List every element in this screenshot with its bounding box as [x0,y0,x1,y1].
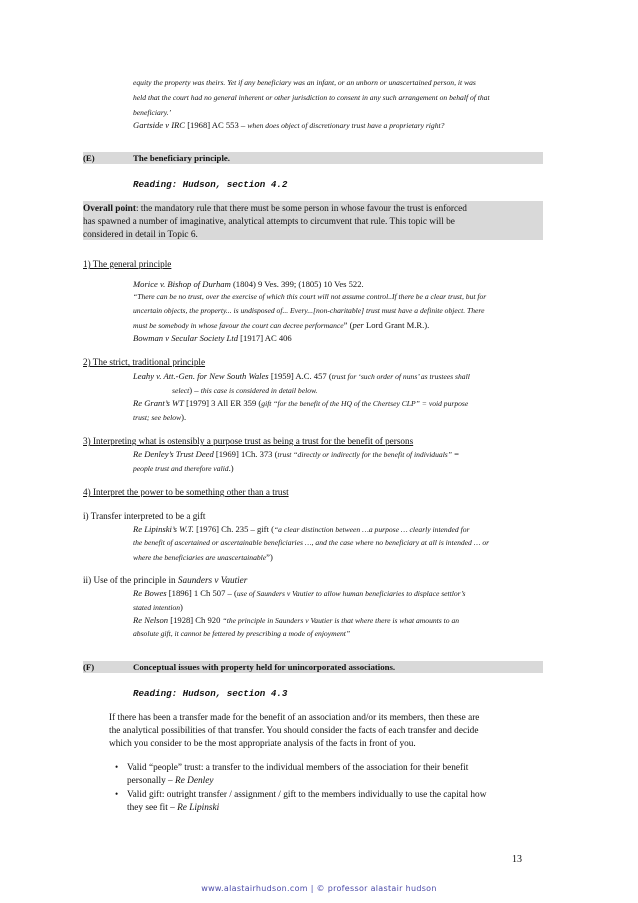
case-reference [133,332,292,344]
subheading: 1) The general principle [83,259,172,269]
reading-line: Reading: Hudson, section 4.3 [133,688,288,699]
text-line: considered in detail in Topic 6. [83,230,198,240]
text-span: .) [228,463,234,473]
list-item-continuation [127,802,219,814]
case-name: Re Bowes [133,588,167,598]
quote-line: uncertain objects, the property... is undisposed of... Every...[non-charitable] trust must have a definite object. There [133,306,485,315]
case-note: “a clear distinction between …a purpose … clearly intended for [273,525,470,534]
sub-item-label [83,574,247,586]
case-reference [133,370,470,383]
text-span: they see fit – [127,803,178,813]
case-reference [133,278,364,290]
quote-line: the benefit of ascertained or ascertainable beneficiaries …, and the case where no beneficiary at all is intended … or [133,538,490,547]
case-reference [133,448,459,461]
citation: (1804) 9 Ves. 399; (1805) 10 Ves 522. [230,279,364,289]
case-name: Re Grant’s WT [133,398,184,408]
case-note-line [172,384,317,397]
text-span: : the mandatory rule that there must be some person in whose favour the trust is enforced [135,204,467,214]
case-note-line [133,601,183,614]
text-line: beneficiary.’ [133,108,172,117]
section-label: (E) [83,153,95,163]
citation: [1928] Ch 920 [168,615,223,625]
page-number: 13 [512,854,522,865]
citation: [1896] 1 Ch 507 – ( [166,588,237,598]
case-note-line: absolute gift, it cannot be fettered by prescribing a mode of enjoyment” [133,629,351,638]
case-name: Saunders v Vautier [177,575,248,585]
text-span: people trust and therefore valid [133,464,229,473]
text-line: equity the property was theirs. Yet if any beneficiary was an infant, or an unborn or unascertained person, it was [133,78,476,87]
case-note: gift “for the benefit of the HQ of the Chertsey CLP” = void purpose [261,399,469,408]
text-span: ”) [266,552,273,562]
list-item: Valid gift: outright transfer / assignment / gift to the members individually to use the capital how [127,790,487,800]
text-span: stated intention [133,603,181,612]
case-name: Re Denley’s Trust Deed [133,449,214,459]
list-item-continuation [127,775,214,787]
case-reference [133,523,469,536]
case-note: use of Saunders v Vautier to allow human beneficiaries to displace settlor’s [236,589,466,598]
text-line: If there has been a transfer made for the benefit of an association and/or its members, then these are [109,713,480,723]
case-note: trust for ‘such order of nuns’ as trustees shall [331,372,470,381]
section-title: The beneficiary principle. [133,153,231,163]
subheading: 4) Interpret the power to be something other than a trust [83,487,289,497]
case-reference [133,119,444,132]
text-span: Lord Grant M.R.). [363,320,430,330]
reading-line: Reading: Hudson, section 4.2 [133,179,288,190]
case-reference [133,587,465,600]
sub-item-label: i) Transfer interpreted to be a gift [83,511,206,521]
text-span: ” ( [343,320,353,330]
list-item: Valid “people” trust: a transfer to the individual members of the association for their benefit [127,763,469,773]
bullet-icon: • [115,762,119,772]
bullet-icon: • [115,789,119,799]
text-span: ). [181,412,187,422]
page-footer: www.alastairhudson.com | © professor alastair hudson [201,884,437,893]
text-span: trust; see below [133,413,182,422]
overall-point-label: Overall point [83,204,136,214]
citation: [1969] 1Ch. 373 ( [213,449,278,459]
quote-line [133,551,273,564]
subheading: 2) The strict, traditional principle [83,357,206,367]
citation: [1979] 3 All ER 359 ( [183,398,262,408]
case-note: “the principle in Saunders v Vautier is that where there is what amounts to an [222,616,460,625]
text-span: must be somebody in whose favour the court can decree performance [133,321,344,330]
text-span: ii) Use of the principle in [83,575,178,585]
citation: [1968] AC 553 – [185,120,248,130]
text-line: the analytical possibilities of that transfer. You should consider the facts of each transfer and decide [109,726,479,736]
citation: [1917] AC 406 [238,333,292,343]
case-reference [133,397,468,410]
case-note-line [133,462,234,475]
text-line: has spawned a number of imaginative, analytical attempts to circumvent that rule. This topic will be [83,217,455,227]
citation: [1959] A.C. 457 ( [268,371,332,381]
quote-line: “There can be no trust, over the exercise of which this court will not assume control..If there be a clear trust, but for [133,292,487,301]
case-note: trust “directly or indirectly for the benefit of individuals” [277,450,452,459]
section-title: Conceptual issues with property held for unincorporated associations. [133,662,396,672]
overall-point [83,203,467,215]
text-span: select [172,386,190,395]
text-line: held that the court had no general inherent or other jurisdiction to consent in any such arrangement on behalf of that [133,93,490,102]
text-span: where the beneficiaries are unascertainable [133,553,267,562]
text-span: this case is considered in detail below. [200,386,318,395]
text-span: personally – [127,776,176,786]
case-name: Bowman v Secular Society Ltd [133,333,239,343]
case-name: Re Lipinski’s W.T. [133,524,194,534]
text-span: ) [180,602,183,612]
case-name: Re Nelson [133,615,169,625]
citation: [1976] Ch. 235 – gift ( [193,524,274,534]
case-name: Leahy v. Att.-Gen. for New South Wales [133,371,269,381]
case-note: when does object of discretionary trust have a proprietary right? [247,121,445,130]
case-name: Re Denley [175,776,214,786]
text-span: = [452,449,459,459]
quote-line [133,319,429,332]
text-line: which you consider to be the most appropriate analysis of the facts in front of you. [109,739,416,749]
text-span: per [352,320,364,330]
section-label: (F) [83,662,95,672]
case-reference [133,614,459,627]
subheading: 3) Interpreting what is ostensibly a purpose trust as being a trust for the benefit of persons [83,436,414,446]
case-note-line [133,411,186,424]
case-name: Re Lipinski [177,803,220,813]
text-span: ) – [189,385,201,395]
case-name: Morice v. Bishop of Durham [133,279,231,289]
case-name: Gartside v IRC [133,120,186,130]
